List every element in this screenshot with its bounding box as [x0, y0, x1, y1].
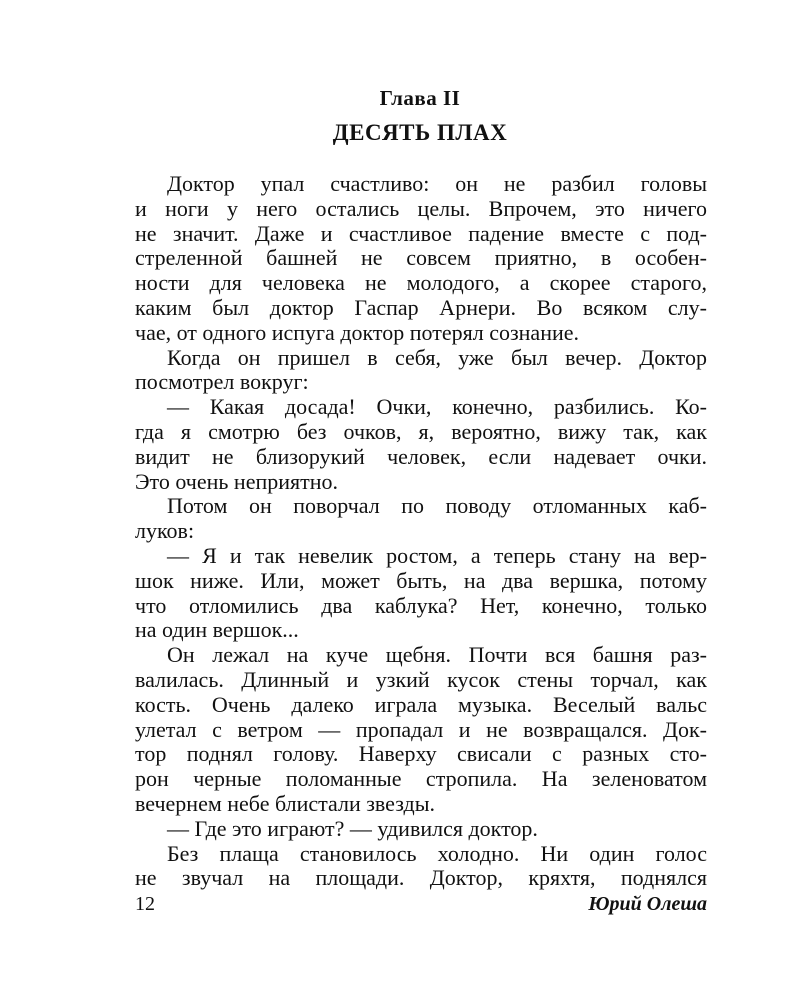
- text-line: Потом он поворчал по поводу отломанных каб-: [167, 493, 707, 519]
- text-line: Когда он пришел в себя, уже был вечер. Доктор: [167, 344, 707, 370]
- text-line: Без плаща становилось холодно. Ни один голос: [167, 840, 707, 866]
- text-line: — Я и так невелик ростом, а теперь стану на вер-: [167, 542, 707, 568]
- page-number: 12: [135, 893, 155, 915]
- text-line: — Где это играют? — удивился доктор.: [167, 815, 538, 841]
- text-line: улетал с ветром — пропадал и не возвращался. Док-: [135, 716, 707, 742]
- text-line: ности для человека не молодого, а скорее старого,: [135, 270, 707, 296]
- text-line: Это очень неприятно.: [135, 468, 339, 494]
- text-line: шок ниже. Или, может быть, на два вершка, потому: [135, 567, 707, 593]
- text-line: кость. Очень далеко играла музыка. Веселый вальс: [135, 691, 707, 717]
- text-line: Доктор упал счастливо: он не разбил головы: [167, 171, 707, 196]
- chapter-label: Глава II: [379, 86, 461, 110]
- text-line: каким был доктор Гаспар Арнери. Во всяком слу-: [135, 294, 707, 320]
- text-line: не значит. Даже и счастливое падение вместе с под-: [135, 220, 707, 246]
- text-line: вечернем небе блистали звезды.: [135, 790, 435, 816]
- text-line: тор поднял голову. Наверху свисали с разных сто-: [135, 741, 707, 767]
- chapter-title: ДЕСЯТЬ ПЛАХ: [332, 120, 508, 145]
- body-text: [135, 172, 707, 891]
- running-footer-author: Юрий Олеша: [588, 893, 707, 915]
- text-line: — Какая досада! Очки, конечно, разбились. Ко-: [167, 394, 707, 420]
- text-line: валилась. Длинный и узкий кусок стены торчал, как: [135, 666, 707, 692]
- text-line: гда я смотрю без очков, я, вероятно, вижу так, как: [135, 418, 707, 444]
- text-line: посмотрел вокруг:: [135, 369, 309, 395]
- text-line: на один вершок...: [135, 617, 299, 643]
- text-line: рон черные поломанные стропила. На зеленоватом: [135, 766, 707, 792]
- text-line: видит не близорукий человек, если надевает очки.: [135, 443, 707, 469]
- text-line: что отломились два каблука? Нет, конечно, только: [135, 592, 707, 618]
- text-line: не звучал на площади. Доктор, кряхтя, поднялся: [135, 865, 707, 891]
- text-line: Он лежал на куче щебня. Почти вся башня раз-: [167, 642, 707, 668]
- text-line: стреленной башней не совсем приятно, в особен-: [135, 245, 707, 271]
- text-line: чае, от одного испуга доктор потерял сознание.: [135, 319, 580, 345]
- text-line: и ноги у него остались целы. Впрочем, это ничего: [135, 195, 707, 221]
- text-line: луков:: [135, 518, 195, 544]
